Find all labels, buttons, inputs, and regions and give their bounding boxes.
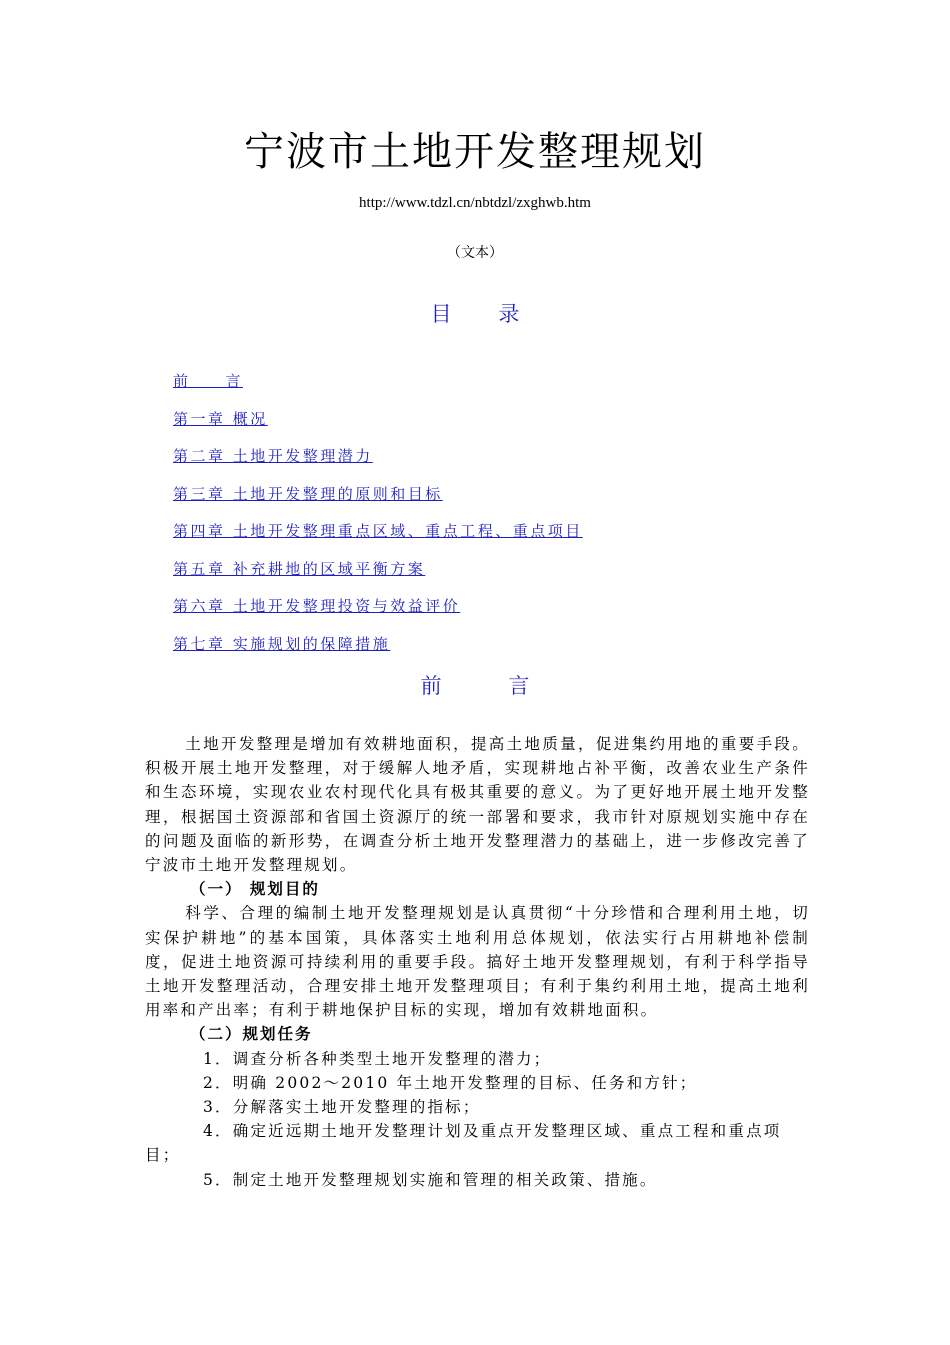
toc-heading: 目 录 bbox=[430, 302, 540, 326]
toc-link-chapter-2[interactable]: 第二章 土地开发整理潜力 bbox=[173, 447, 373, 465]
section-heading-purpose: （一） 规划目的 bbox=[190, 879, 320, 899]
task-item: 3．分解落实土地开发整理的指标； bbox=[203, 1098, 481, 1117]
task-item: 4．确定近远期土地开发整理计划及重点开发整理区域、重点工程和重点项目； bbox=[145, 1122, 782, 1165]
section-heading-tasks: （二）规划任务 bbox=[190, 1024, 313, 1044]
preface-intro-paragraph: 土地开发整理是增加有效耕地面积，提高土地质量，促进集约用地的重要手段。积极开展土地开发整理，对于缓解人地矛盾，实现耕地占补平衡，改善农业生产条件和生态环境，实现农业农村现代化具有极其重要的意义。为了更好地开展土地开发整理，根据国土资源部和省国土资源厅的统一部署和要求，我市针对原规划实施中存在的问题及面临的新形势，在调查分析土地开发整理潜力的基础上，进一步修改完善了宁波市土地开发整理规划。 bbox=[145, 735, 810, 875]
table-of-contents bbox=[173, 370, 793, 670]
task-item: 1．调查分析各种类型土地开发整理的潜力； bbox=[203, 1049, 552, 1068]
document-title: 宁波市土地开发整理规划 bbox=[244, 129, 706, 175]
task-item: 2．明确 2002～2010 年土地开发整理的目标、任务和方针； bbox=[203, 1073, 698, 1092]
toc-link-chapter-3[interactable]: 第三章 土地开发整理的原则和目标 bbox=[173, 484, 443, 503]
toc-link-preface[interactable]: 前 言 bbox=[173, 372, 244, 390]
toc-link-chapter-6[interactable]: 第六章 土地开发整理投资与效益评价 bbox=[173, 597, 461, 615]
task-item: 5．制定土地开发整理规划实施和管理的相关政策、措施。 bbox=[203, 1170, 658, 1189]
preface-body bbox=[145, 732, 810, 1192]
purpose-paragraph: 科学、合理的编制土地开发整理规划是认真贯彻“十分珍惜和合理利用土地，切实保护耕地”的基本国策，具体落实土地利用总体规划，依法实行占用耕地补偿制度，促进土地资源可持续利用的重要手段。搞好土地开发整理规划，有利于科学指导土地开发整理活动，合理安排土地开发整理项目；有利于集约利用土地，提高土地利用率和产出率；有利于耕地保护目标的实现，增加有效耕地面积。 bbox=[145, 904, 810, 1020]
toc-link-chapter-7[interactable]: 第七章 实施规划的保障措施 bbox=[173, 634, 391, 653]
toc-link-chapter-4[interactable]: 第四章 土地开发整理重点区域、重点工程、重点项目 bbox=[173, 522, 583, 540]
preface-heading: 前 言 bbox=[420, 674, 560, 698]
toc-link-chapter-5[interactable]: 第五章 补充耕地的区域平衡方案 bbox=[173, 559, 426, 578]
document-subtitle: （文本） bbox=[447, 245, 503, 261]
toc-link-chapter-1[interactable]: 第一章 概况 bbox=[173, 409, 268, 428]
source-url: http://www.tdzl.cn/nbtdzl/zxghwb.htm bbox=[359, 195, 591, 211]
